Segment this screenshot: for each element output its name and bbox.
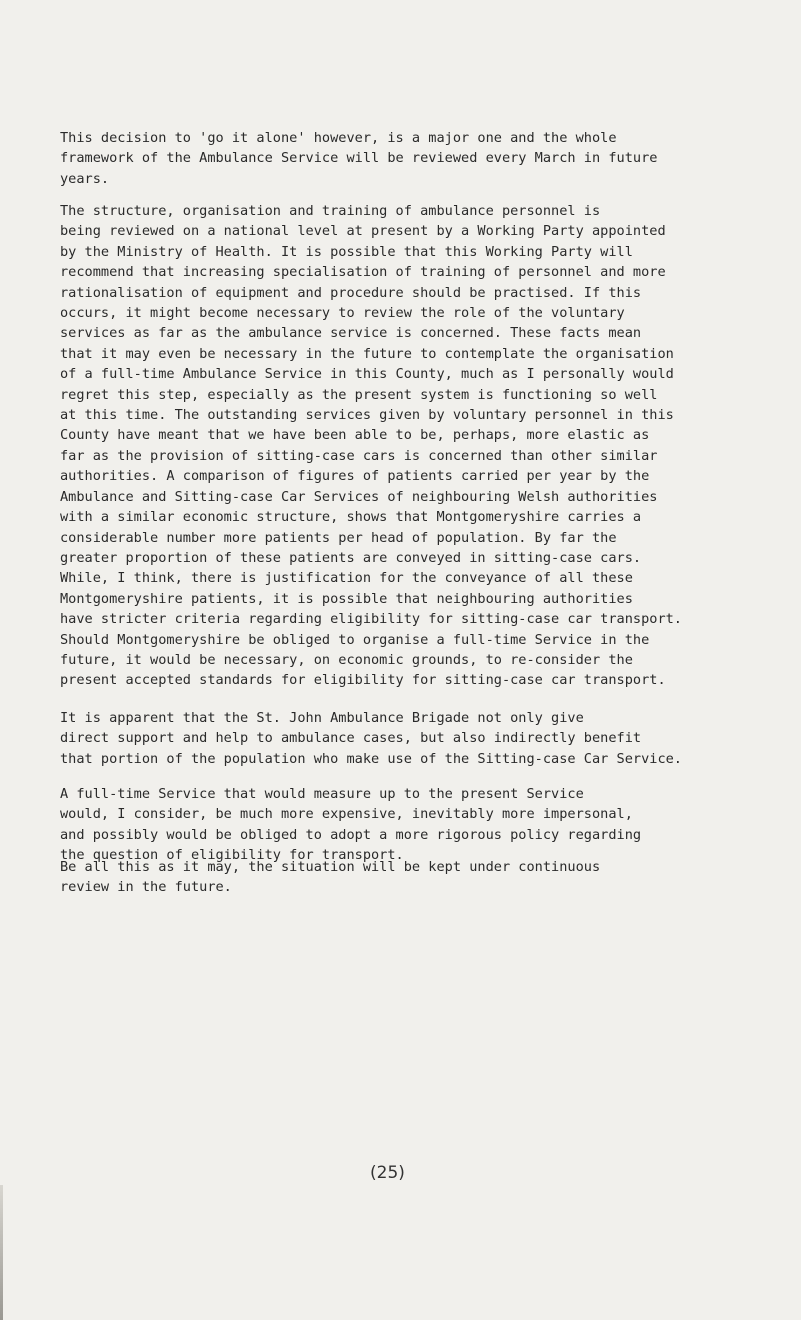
paragraph-go-it-alone: This decision to 'go it alone' however, is a major one and the whole framework of the Ambulance Service will be reviewed every March in future years.	[60, 130, 658, 187]
paragraph-continuous-review: Be all this as it may, the situation will be kept under continuous review in the future.	[60, 859, 601, 896]
scan-edge-shadow	[0, 1185, 3, 1320]
page-number: (25)	[370, 1163, 405, 1183]
paragraph-full-time-service: A full-time Service that would measure up to the present Service would, I consider, be much more expensive, inevitably more impersonal, and possibly would be obliged to adopt a more rigorous policy regarding the question of eligibility for transport.	[60, 786, 642, 864]
paragraph-st-john-ambulance: It is apparent that the St. John Ambulance Brigade not only give direct support and help to ambulance cases, but also indirectly benefit that portion of the population who make use of the Sitting-case Car Service.	[60, 710, 682, 767]
paragraph-structure-organisation: The structure, organisation and training of ambulance personnel is being reviewed on a national level at present by a Working Party appointed by the Ministry of Health. It is possible that this Working Party will recommend that increasing specialisation of training of personnel and more rationalisation of equipment and procedure should be practised. If this occurs, it might become necessary to review the role of the voluntary services as far as the ambulance service is concerned. These facts mean that it may even be necessary in the future to contemplate the organisation of a full-time Ambulance Service in this County, much as I personally would regret this step, especially as the present system is functioning so well at this time. The outstanding services given by voluntary personnel in this County have meant that we have been able to be, perhaps, more elastic as far as the provision of sitting-case cars is concerned than other similar authorities. A comparison of figures of patients carried per year by the Ambulance and Sitting-case Car Services of neighbouring Welsh authorities with a similar economic structure, shows that Montgomeryshire carries a considerable number more patients per head of population. By far the greater proportion of these patients are conveyed in sitting-case cars. While, I think, there is justification for the conveyance of all these Montgomeryshire patients, it is possible that neighbouring authorities have stricter criteria regarding eligibility for sitting-case car transport. Should Montgomeryshire be obliged to organise a full-time Service in the future, it would be necessary, on economic grounds, to re-consider the present accepted standards for eligibility for sitting-case car transport.	[60, 203, 682, 689]
